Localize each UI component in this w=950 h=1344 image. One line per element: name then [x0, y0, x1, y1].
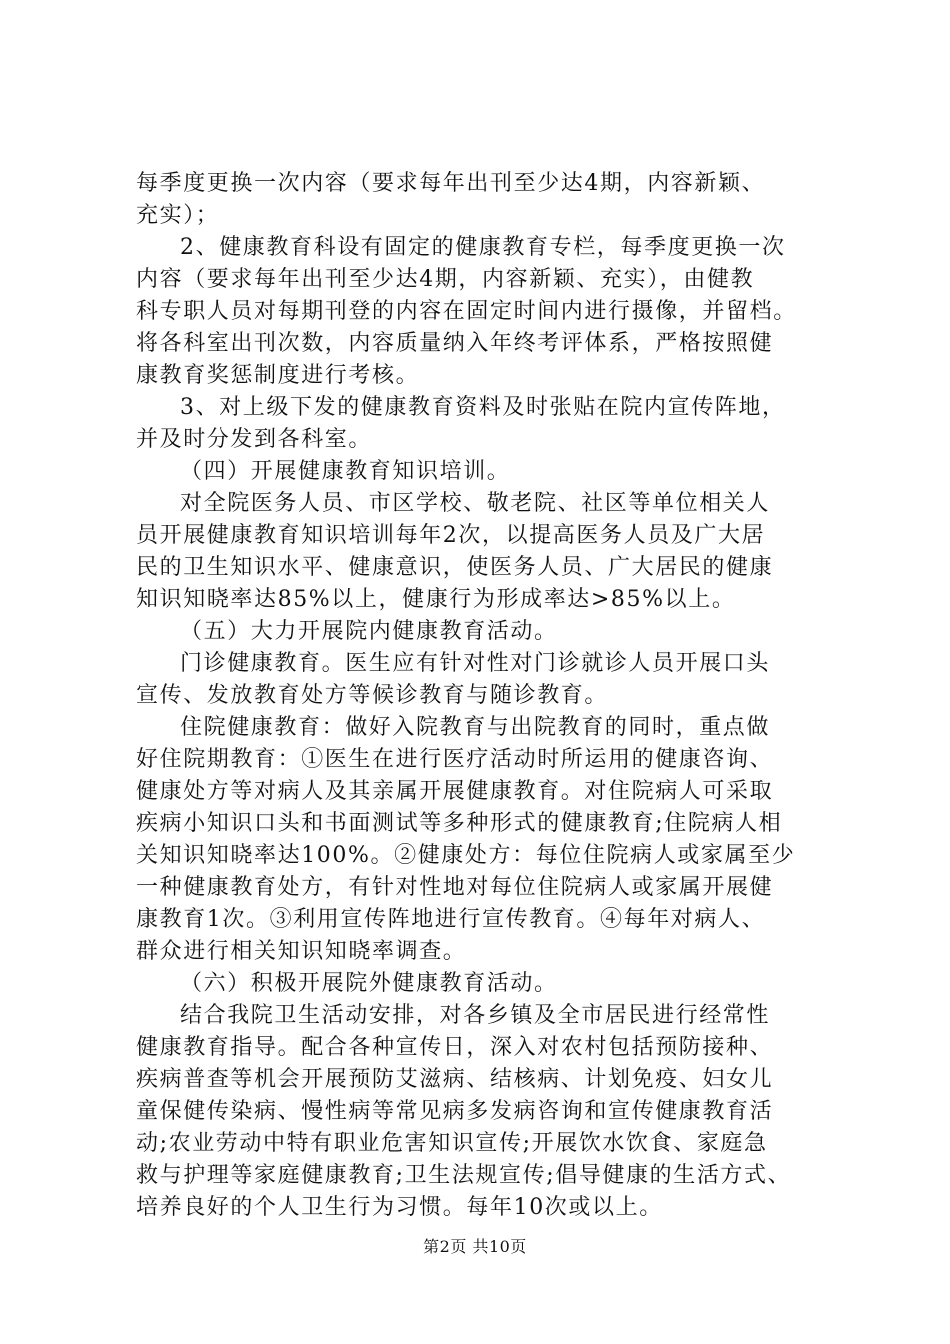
paragraph-continuation: 每季度更换一次内容（要求每年出刊至少达4期，内容新颖、 充实）； [136, 171, 766, 228]
section-heading-6: （六）积极开展院外健康教育活动。 [180, 971, 558, 996]
paragraph-outreach: 结合我院卫生活动安排，对各乡镇及全市居民进行经常性 健康教育指导。配合各种宣传日，深入对农村包括预防接种、 疾病普查等机会开展预防艾滋病、结核病、计划免疫、妇女儿 童保健传染病、慢性病等常见病多发病咨询和宣传健康教育活 动;农业劳动中特有职业危害知识宣传;开展饮水饮食、家庭急 救与护理等家庭健康教育;卫生法规宣传;倡导健康的生活方式、 培养良好的个人卫生行为习惯。每年10次或以上。 [136, 1003, 792, 1220]
paragraph-inpatient: 住院健康教育：做好入院教育与出院教育的同时，重点做 好住院期教育：①医生在进行医疗活动时所运用的健康咨询、 健康处方等对病人及其亲属开展健康教育。对住院病人可采取 疾病小知识口头和书面测试等多种形式的健康教育;住院病人相 关知识知晓率达100%。②健康处方：每位住院病人或家属至少 一种健康教育处方，有针对性地对每位住院病人或家属开展健 康教育1次。③利用宣传阵地进行宣传教育。④每年对病人、 群众进行相关知识知晓率调查。 [136, 715, 796, 964]
paragraph-item-2: 2、健康教育科设有固定的健康教育专栏，每季度更换一次 内容（要求每年出刊至少达4期，内容新颖、充实），由健教 科专职人员对每期刊登的内容在固定时间内进行摄像，并留档。 将各科室出刊次数，内容质量纳入年终考评体系，严格按照健 康教育奖惩制度进行考核。 [136, 235, 797, 388]
page-footer: 第2页 共10页 [423, 1237, 527, 1256]
paragraph-item-3: 3、对上级下发的健康教育资料及时张贴在院内宣传阵地， 并及时分发到各科室。 [136, 395, 786, 452]
section-heading-5: （五）大力开展院内健康教育活动。 [180, 619, 558, 644]
paragraph-training: 对全院医务人员、市区学校、敬老院、社区等单位相关人 员开展健康教育知识培训每年2次，以提高医务人员及广大居 民的卫生知识水平、健康意识，使医务人员、广大居民的健康 知识知晓率达85%以上，健康行为形成率达>85%以上。 [136, 491, 774, 612]
document-body [136, 168, 826, 1224]
section-heading-4: （四）开展健康教育知识培训。 [180, 459, 511, 484]
paragraph-outpatient: 门诊健康教育。医生应有针对性对门诊就诊人员开展口头 宣传、发放教育处方等候诊教育与随诊教育。 [136, 651, 771, 708]
